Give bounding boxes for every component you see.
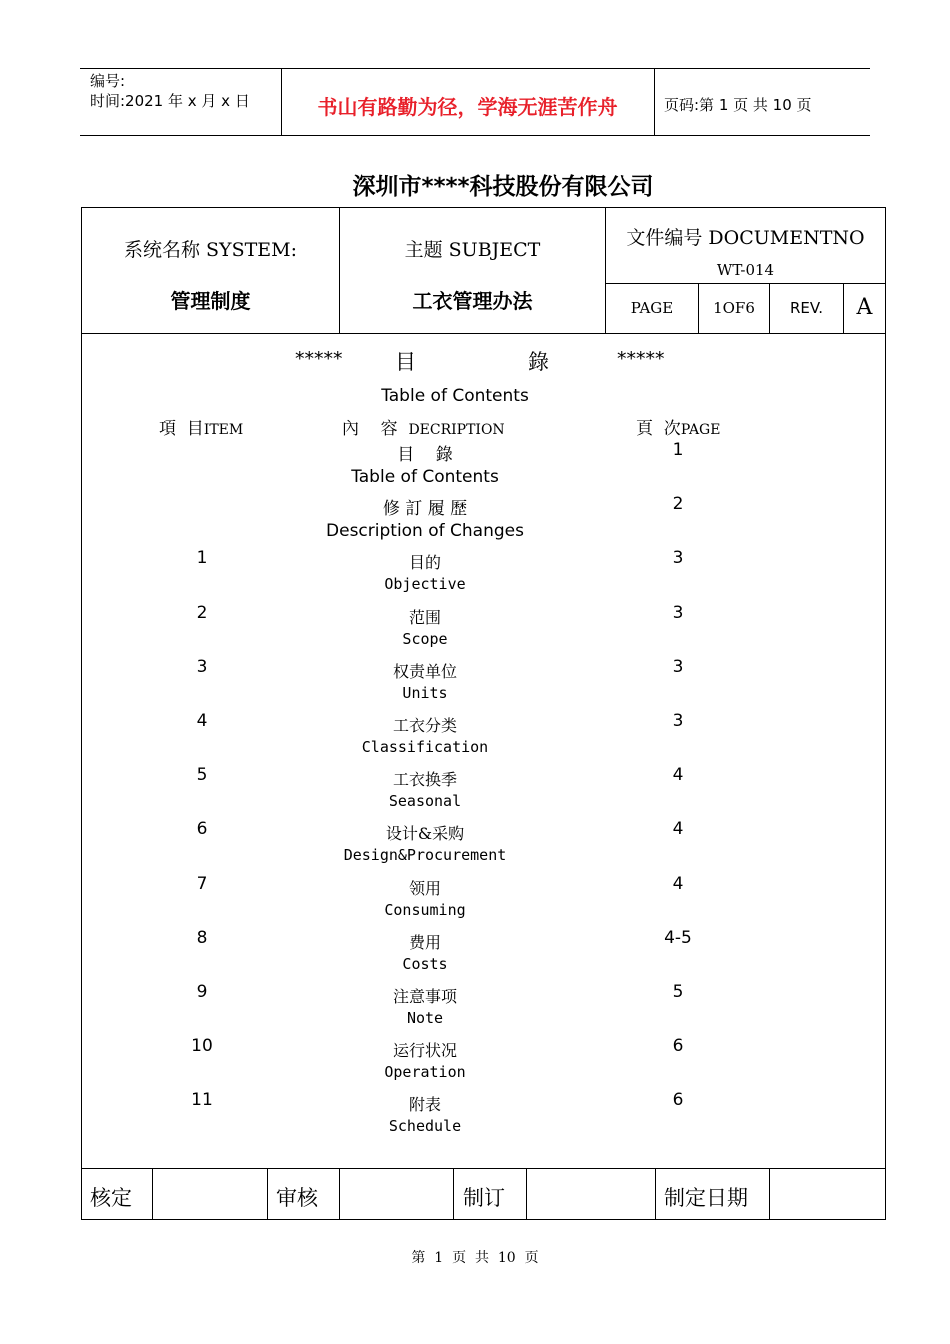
toc-item-number: 11 — [191, 1090, 213, 1111]
toc-item-title-zh: 范围 — [408, 607, 441, 627]
page-label: PAGE — [630, 299, 674, 317]
toc-item-title-en: Schedule — [388, 1117, 462, 1136]
toc-item-page: 2 — [672, 494, 684, 515]
toc-item-title-zh: 修 訂 履 歷 — [382, 499, 468, 520]
page-value: 1OF6 — [713, 299, 755, 317]
document-number-label: 编号: — [90, 72, 126, 90]
toc-item-title-en: Classification — [361, 738, 489, 756]
toc-item-page: 1 — [672, 440, 684, 460]
toc-item-number: 3 — [196, 656, 208, 677]
toc-item-page: 4 — [672, 873, 684, 894]
page-footer: 第 1 页 共 10 页 — [411, 1250, 539, 1266]
column-header-content: 內 容 DECRIPTION — [342, 419, 505, 439]
toc-item-title-en: Objective — [384, 575, 466, 594]
frame-bottom — [81, 1219, 886, 1220]
toc-heading-char: 錄 — [528, 350, 549, 374]
approval-label: 核定 — [90, 1186, 132, 1210]
signoff-divider — [453, 1168, 454, 1220]
toc-item-page: 4 — [672, 819, 684, 840]
toc-item-title-zh: 目 錄 — [397, 445, 453, 465]
toc-item-number: 9 — [196, 982, 208, 1002]
toc-item-title-en: Costs — [402, 954, 448, 973]
column-header-item: 項 目ITEM — [159, 419, 244, 439]
header-top-rule — [80, 68, 870, 69]
header-bottom-rule — [80, 135, 870, 136]
signoff-divider — [267, 1168, 268, 1220]
toc-item-title-en: Scope — [402, 629, 448, 648]
toc-item-title-en: Table of Contents — [351, 467, 499, 487]
author-label: 制订 — [463, 1186, 505, 1210]
toc-item-title-en: Operation — [384, 1063, 466, 1082]
subject-label: 主题 SUBJECT — [404, 239, 541, 261]
toc-item-page: 5 — [672, 982, 684, 1002]
toc-item-number: 4 — [196, 711, 208, 731]
toc-item-title-en: Seasonal — [388, 792, 462, 811]
page-indicator: 页码:第 1 页 共 10 页 — [664, 96, 812, 114]
toc-item-title-zh: 工衣换季 — [392, 770, 457, 790]
toc-item-title-en: Note — [406, 1009, 444, 1027]
toc-subtitle: Table of Contents — [381, 386, 529, 406]
date-label: 制定日期 — [664, 1186, 748, 1210]
toc-item-title-zh: 权责单位 — [392, 661, 457, 681]
header-divider — [654, 68, 655, 136]
info-bottom — [81, 333, 886, 334]
toc-item-number: 10 — [191, 1036, 213, 1057]
toc-heading-stars-right: ***** — [617, 348, 665, 370]
signoff-top — [81, 1168, 886, 1169]
document-time-label: 时间:2021 年 x 月 x 日 — [90, 92, 250, 110]
company-title: 深圳市****科技股份有限公司 — [352, 174, 654, 200]
toc-item-number: 5 — [196, 765, 208, 786]
toc-heading-char: 目 — [395, 350, 416, 374]
toc-item-number: 2 — [196, 602, 208, 623]
revision-value: A — [856, 295, 873, 320]
toc-item-number: 6 — [196, 819, 208, 840]
document-no-value: WT-014 — [716, 261, 775, 279]
toc-item-page: 6 — [672, 1090, 684, 1111]
toc-item-title-en: Design&Procurement — [343, 846, 507, 865]
toc-item-page: 4-5 — [664, 927, 692, 948]
signoff-divider — [769, 1168, 770, 1220]
toc-item-number: 8 — [196, 927, 208, 948]
toc-item-title-zh: 目的 — [408, 553, 441, 573]
toc-item-title-zh: 工衣分类 — [392, 716, 457, 735]
toc-item-title-zh: 运行状况 — [392, 1041, 457, 1061]
frame-top — [81, 207, 886, 208]
signoff-divider — [655, 1168, 656, 1220]
toc-item-title-en: Consuming — [384, 900, 466, 919]
column-header-page: 頁 次PAGE — [636, 419, 721, 439]
info-divider — [339, 207, 340, 334]
frame-right — [885, 207, 886, 1220]
toc-item-page: 6 — [672, 1036, 684, 1057]
system-label: 系统名称 SYSTEM: — [123, 239, 297, 261]
toc-item-title-zh: 注意事项 — [392, 987, 457, 1006]
toc-item-title-en: Description of Changes — [326, 521, 524, 542]
frame-left — [81, 207, 82, 1220]
toc-heading-stars-left: ***** — [295, 348, 343, 370]
toc-item-title-en: Units — [402, 683, 448, 702]
toc-item-page: 3 — [672, 602, 684, 623]
system-value: 管理制度 — [170, 289, 251, 313]
toc-item-title-zh: 附表 — [408, 1095, 441, 1115]
toc-item-page: 3 — [672, 656, 684, 677]
signoff-divider — [526, 1168, 527, 1220]
toc-item-page: 3 — [672, 711, 684, 731]
subject-value: 工衣管理办法 — [412, 289, 533, 313]
toc-item-number: 1 — [196, 548, 208, 569]
motto: 书山有路勤为径，学海无涯苦作舟 — [317, 95, 618, 119]
revision-label: REV. — [790, 299, 823, 317]
toc-item-number: 7 — [196, 873, 208, 894]
signoff-divider — [339, 1168, 340, 1220]
document-no-label: 文件编号 DOCUMENTNO — [626, 227, 865, 249]
review-label: 审核 — [276, 1186, 318, 1210]
signoff-divider — [152, 1168, 153, 1220]
toc-item-title-zh: 领用 — [408, 878, 441, 898]
toc-item-page: 3 — [672, 548, 684, 569]
toc-item-page: 4 — [672, 765, 684, 786]
toc-item-title-zh: 设计&采购 — [385, 824, 465, 844]
toc-item-title-zh: 费用 — [408, 932, 441, 952]
